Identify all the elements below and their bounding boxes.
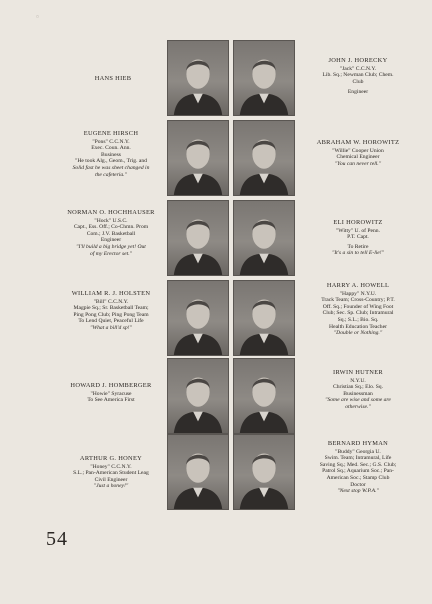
student-portrait — [167, 358, 229, 434]
entry-right-3: HARRY A. HOWELL "Happy" N.Y.U. Track Team; Cross-Country; P.T. Off. Sq.; Founder of Wing Foot Club; Sec. Sp. Club; Intramural Sq.; S.L.; Bio. Sq. Health Education Teacher "Double or Nothing." — [303, 283, 413, 337]
entry-left-3: WILLIAM R. J. HOLSTEN "Bill" C.C.N.Y. Magpie Sq.; Sr. Basketball Team; Ping Pong Club; Ping Pong Team To Lend Quiet, Peaceful Life "What a bill'd sp!" — [56, 291, 166, 332]
entry-right-1: ABRAHAM W. HOROWITZ "Willie" Cooper Union Chemical Engineer "You can never tell." — [303, 140, 413, 167]
student-portrait — [167, 120, 229, 196]
portrait-silhouette — [234, 359, 294, 433]
portrait-silhouette — [234, 281, 294, 355]
portrait-silhouette — [168, 435, 228, 509]
portrait-silhouette — [234, 121, 294, 195]
entry-left-4: HOWARD J. HOMBERGER "Howie" Syracuse To See America First — [56, 383, 166, 404]
student-name: BERNARD HYMAN — [327, 440, 389, 447]
student-portrait — [167, 40, 229, 116]
student-name: ARTHUR G. HONEY — [79, 455, 143, 462]
portrait-silhouette — [168, 41, 228, 115]
student-name: IRWIN HUTNER — [333, 369, 383, 376]
student-portrait — [167, 280, 229, 356]
entry-right-0: JOHN J. HORECKY "Jack" C.C.N.Y. Lib. Sq.; Newman Club; Chem. Club Engineer — [303, 58, 413, 96]
student-portrait — [233, 358, 295, 434]
entry-right-4: IRWIN HUTNER N.Y.U. Christian Sq.; Elo. Sq. Businessman "Some are wise and some are otherwise." — [303, 370, 413, 411]
entry-right-2: ELI HOROWITZ "Witty" U. of Penn. P.T. Capt. To Retire "It's a sin to tell E-lie!" — [303, 220, 413, 257]
student-name: HANS HIEB — [94, 75, 132, 82]
entry-left-1: EUGENE HIRSCH "Pons" C.C.N.Y. Exec. Coun. Ann. Business "He took Alg., Geom., Trig. and Solid fast he was sheet changed in the cafeteria." — [56, 131, 166, 178]
student-portrait — [233, 200, 295, 276]
student-portrait — [167, 434, 229, 510]
entry-left-5: ARTHUR G. HONEY "Honey" C.C.N.Y. S.L.; Pan-American Student Leag Civil Engineer "Just a honey!" — [56, 456, 166, 490]
student-portrait — [233, 120, 295, 196]
portrait-silhouette — [168, 121, 228, 195]
student-portrait — [233, 434, 295, 510]
portrait-silhouette — [234, 201, 294, 275]
entry-right-5: BERNARD HYMAN "Buddy" Georgia U. Swim. Team; Intramural, Life Saving Sq.; Med. Sec.; G.S. Club; Patrol Sq.; Aquarium Soc.; Pan- American Soc.; Stamp Club Doctor "Next stop W.P.A." — [303, 441, 413, 495]
student-portrait — [167, 200, 229, 276]
student-portrait — [233, 280, 295, 356]
portrait-silhouette — [168, 201, 228, 275]
portrait-silhouette — [168, 359, 228, 433]
student-name: ABRAHAM W. HOROWITZ — [316, 139, 400, 146]
student-name: ELI HOROWITZ — [333, 219, 383, 226]
portrait-silhouette — [168, 281, 228, 355]
student-name: EUGENE HIRSCH — [83, 130, 139, 137]
page-number: 54 — [46, 528, 68, 550]
student-name: HARRY A. HOWELL — [326, 282, 390, 289]
portrait-silhouette — [234, 435, 294, 509]
student-name: WILLIAM R. J. HOLSTEN — [71, 290, 151, 297]
entry-left-2: NORMAN O. HOCHHAUSER "Hock" U.S.C. Capt., Ess. Off.; Co-Chmn. Prom Com.; J.V. Basketball Engineer "I'll build a big bridge yet! Out of my Erector set." — [56, 210, 166, 257]
student-portrait — [233, 40, 295, 116]
student-name: NORMAN O. HOCHHAUSER — [67, 209, 155, 216]
corner-mark: ▫ — [36, 12, 39, 21]
student-name: JOHN J. HORECKY — [328, 57, 388, 64]
portrait-silhouette — [234, 41, 294, 115]
entry-left-0 — [58, 76, 168, 84]
student-name: HOWARD J. HOMBERGER — [70, 382, 152, 389]
